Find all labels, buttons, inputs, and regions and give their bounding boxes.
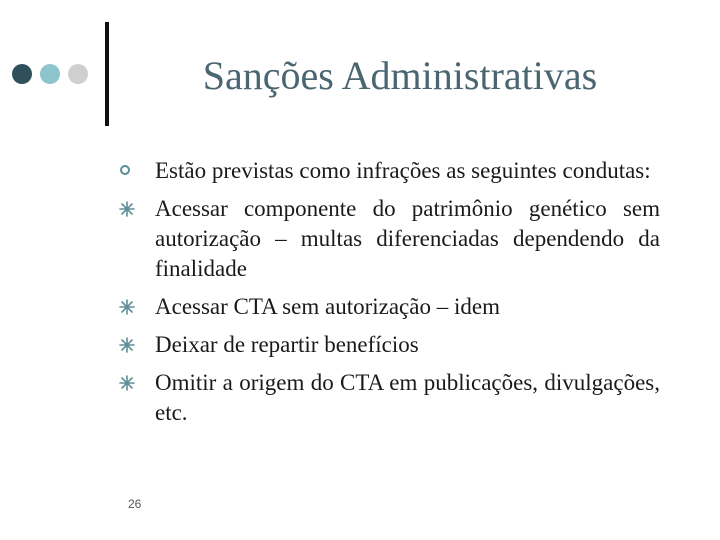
hollow-circle-bullet-icon bbox=[120, 165, 130, 175]
bullet-text: Acessar CTA sem autorização – idem bbox=[155, 294, 500, 319]
slide-body bbox=[115, 156, 660, 428]
decorative-dots bbox=[12, 64, 88, 86]
bullet-text: Acessar componente do patrimônio genético sem autorização – multas diferenciadas dependendo da finalidade bbox=[155, 196, 660, 281]
bullet-item-sub bbox=[115, 194, 660, 284]
bullet-text: Omitir a origem do CTA em publicações, divulgações, etc. bbox=[155, 370, 660, 425]
bullet-item-sub bbox=[115, 330, 660, 360]
bullet-text: Deixar de repartir benefícios bbox=[155, 332, 419, 357]
slide-title: Sanções Administrativas bbox=[202, 53, 598, 98]
asterisk-bullet-icon bbox=[115, 368, 139, 398]
bullet-item-sub bbox=[115, 368, 660, 428]
title-divider-bar bbox=[105, 22, 109, 126]
asterisk-bullet-icon bbox=[115, 330, 139, 360]
bullet-item-sub bbox=[115, 292, 660, 322]
bullet-item-main bbox=[115, 156, 660, 186]
dark-dot-icon bbox=[12, 64, 32, 84]
asterisk-bullet-icon bbox=[115, 292, 139, 322]
page-number: 26 bbox=[128, 497, 142, 511]
light-blue-dot-icon bbox=[40, 64, 60, 84]
asterisk-bullet-icon bbox=[115, 194, 139, 224]
bullet-text: Estão previstas como infrações as seguintes condutas: bbox=[155, 158, 651, 183]
gray-dot-icon bbox=[68, 64, 88, 84]
